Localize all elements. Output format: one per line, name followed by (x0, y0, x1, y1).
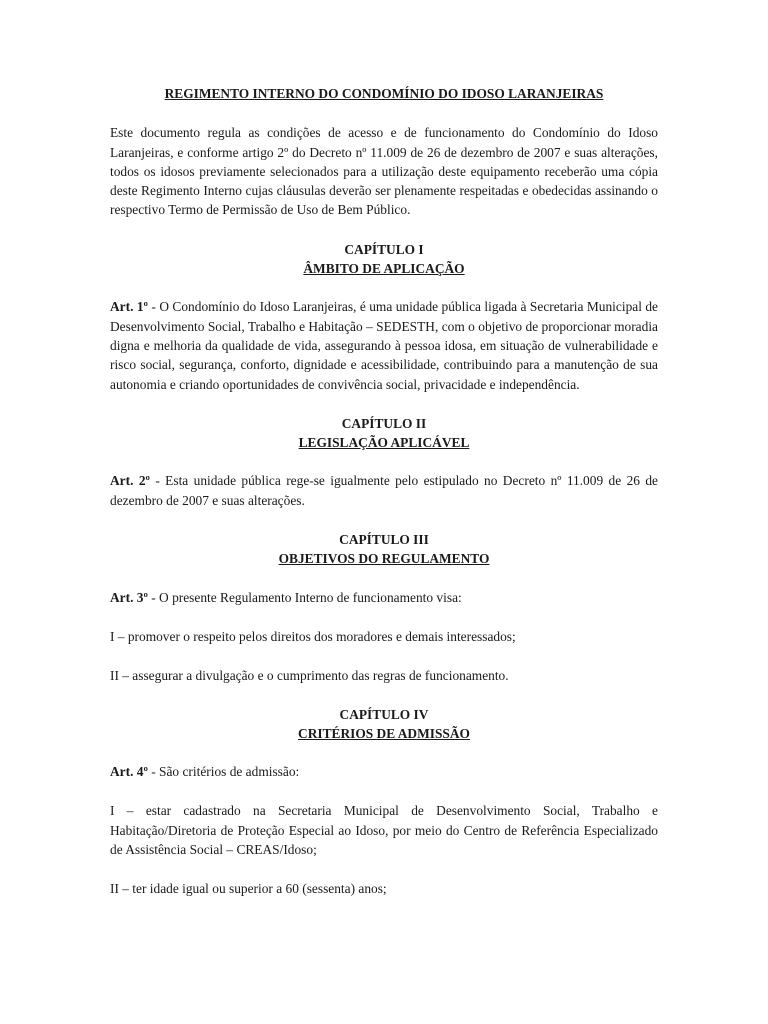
article-4 (110, 762, 658, 781)
chapter-2-heading (110, 414, 658, 453)
document-title: REGIMENTO INTERNO DO CONDOMÍNIO DO IDOSO LARANJEIRAS (164, 86, 604, 101)
article-2 (110, 471, 658, 510)
chapter-2-subtitle: LEGISLAÇÃO APLICÁVEL (298, 435, 470, 451)
chapter-2-number: CAPÍTULO II (341, 415, 427, 431)
article-1-label: Art. 1º (110, 299, 148, 315)
article-2-label: Art. 2º (110, 473, 150, 489)
chapter-3-subtitle: OBJETIVOS DO REGULAMENTO (278, 551, 490, 567)
article-4-text: - São critérios de admissão: (147, 764, 300, 780)
chapter-1-number: CAPÍTULO I (344, 241, 424, 257)
article-3 (110, 588, 658, 607)
article-3-text: - O presente Regulamento Interno de funcionamento visa: (147, 589, 462, 605)
article-4-label: Art. 4º (110, 764, 148, 780)
chapter-4-heading (110, 705, 658, 744)
chapter-4-subtitle: CRITÉRIOS DE ADMISSÃO (298, 725, 470, 741)
chapter-4-number: CAPÍTULO IV (339, 706, 429, 722)
article-1-text: - O Condomínio do Idoso Laranjeiras, é uma unidade pública ligada à Secretaria Municipal de Desenvolvimento Social, Trabalho e Habitação – SEDESTH, com o objetivo de proporcionar moradia digna e melhoria da qualidade de vida, assegurando à pessoa idosa, em situação de vulnerabilidade e risco social, segurança, conforto, dignidade e acessibilidade, contribuindo para a manutenção de sua autonomia e criando oportunidades de convivência social, privacidade e independência. (110, 299, 658, 392)
chapter-1-heading (110, 240, 658, 279)
article-4-item-1: I – estar cadastrado na Secretaria Municipal de Desenvolvimento Social, Trabalho e Habitação/Diretoria de Proteção Especial ao Idoso, por meio do Centro de Referência Especializado de Assistência Social – CREAS/Idoso; (110, 803, 658, 858)
chapter-1-subtitle: ÂMBITO DE APLICAÇÃO (303, 261, 465, 277)
article-3-item-2: II – assegurar a divulgação e o cumprimento das regras de funcionamento. (110, 668, 509, 684)
chapter-3-heading (110, 530, 658, 569)
intro-paragraph: Este documento regula as condições de acesso e de funcionamento do Condomínio do Idoso Laranjeiras, e conforme artigo 2º do Decreto nº 11.009 de 26 de dezembro de 2007 e suas alterações, todos os idosos previamente selecionados para a utilização deste equipamento receberão uma cópia deste Regimento Interno cujas cláusulas deverão ser plenamente respeitadas e obedecidas assinando o respectivo Termo de Permissão de Uso de Bem Público. (110, 125, 658, 218)
chapter-3-number: CAPÍTULO III (339, 532, 429, 548)
article-3-label: Art. 3º (110, 589, 148, 605)
article-4-item-2: II – ter idade igual ou superior a 60 (sessenta) anos; (110, 881, 387, 897)
document-page (110, 84, 658, 899)
article-2-text: - Esta unidade pública rege-se igualmente pelo estipulado no Decreto nº 11.009 de 26 de dezembro de 2007 e suas alterações. (110, 473, 658, 508)
article-3-item-1: I – promover o respeito pelos direitos dos moradores e demais interessados; (110, 628, 516, 644)
article-1 (110, 297, 658, 393)
